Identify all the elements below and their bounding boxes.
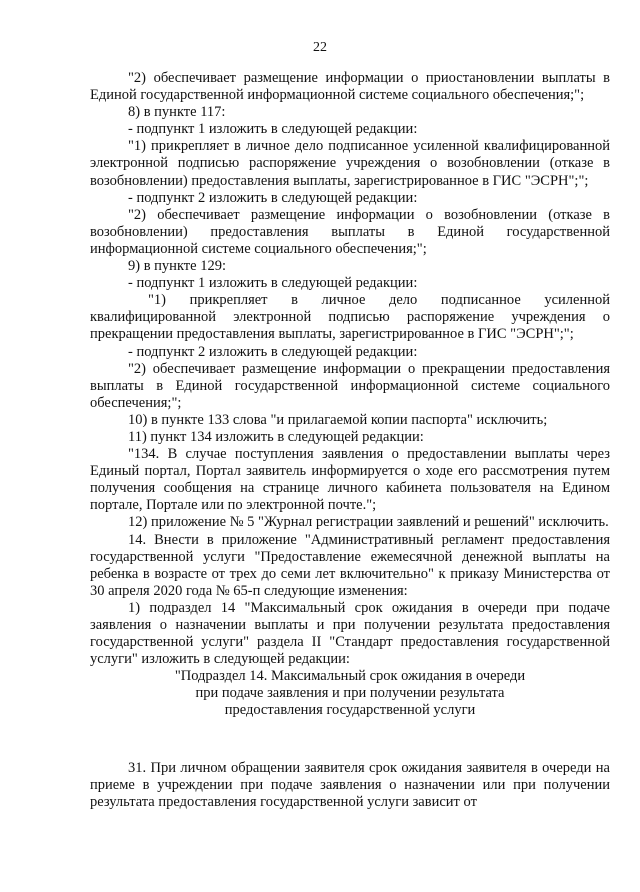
list-item: - подпункт 2 изложить в следующей редакции: [128,189,418,206]
document-body [90,70,610,811]
paragraph: "1) прикрепляет в личное дело подписанное усиленной квалифицированной электронной подписью распоряжение учреждения о прекращении предоставления выплаты, зарегистрированное в ГИС "ЭСРН";"; [90,292,610,343]
spacer [90,720,610,760]
list-item: 11) пункт 134 изложить в следующей редакции: [128,428,424,445]
paragraph: 12) приложение № 5 "Журнал регистрации заявлений и решений" исключить. [128,514,609,531]
list-item: - подпункт 1 изложить в следующей редакции: [128,275,418,292]
list-item: - подпункт 1 изложить в следующей редакции: [128,121,418,138]
section-heading-line: "Подраздел 14. Максимальный срок ожидания в очереди [174,668,526,685]
paragraph: "2) обеспечивает размещение информации о приостановлении выплаты в Единой государственной информационной системе социального обеспечения;"; [90,70,610,104]
section-heading-line: при подаче заявления и при получении результата [195,685,505,702]
list-item: 8) в пункте 117: [128,104,226,121]
list-item: 9) в пункте 129: [128,258,226,275]
paragraph: 14. Внести в приложение "Административный регламент предоставления государственной услуги "Предоставление ежемесячной денежной выплаты на ребенка в возрасте от трех до семи лет включительно" к приказу Министерства от 30 апреля 2020 года № 65-п следующие изменения: [90,531,610,599]
section-heading-line: предоставления государственной услуги [224,702,476,719]
paragraph: 31. При личном обращении заявителя срок ожидания заявителя в очереди на приеме в учреждении при подаче заявления о назначении или при получении результата предоставления государственной услуги зависит от [90,759,610,810]
paragraph: "1) прикрепляет в личное дело подписанное усиленной квалифицированной электронной подписью распоряжение учреждения о возобновлении (отказе в возобновлении) предоставления выплаты, зарегистрированное в ГИС "ЭСРН";"; [90,138,610,189]
page-number: 22 [313,40,327,55]
paragraph: "2) обеспечивает размещение информации о возобновлении (отказе в возобновлении) предоставления выплаты в Единой государственной информационной системе социального обеспечения;"; [90,206,610,257]
paragraph: "2) обеспечивает размещение информации о прекращении предоставления выплаты в Единой государственной информационной системе социального обеспечения;"; [90,360,610,411]
paragraph: "134. В случае поступления заявления о предоставлении выплаты через Единый портал, Портал заявитель информируется о ходе его рассмотрения путем получения сообщения на странице личного кабинета пользователя на Едином портале, Портале или по электронной почте."; [90,446,610,514]
list-item: - подпункт 2 изложить в следующей редакции: [128,343,418,360]
list-item: 10) в пункте 133 слова "и прилагаемой копии паспорта" исключить; [128,411,548,428]
paragraph: 1) подраздел 14 "Максимальный срок ожидания в очереди при подаче заявления о назначении выплаты и при получении результата предоставления государственной услуги" раздела II "Стандарт предоставления государственной услуги" изложить в следующей редакции: [90,599,610,668]
